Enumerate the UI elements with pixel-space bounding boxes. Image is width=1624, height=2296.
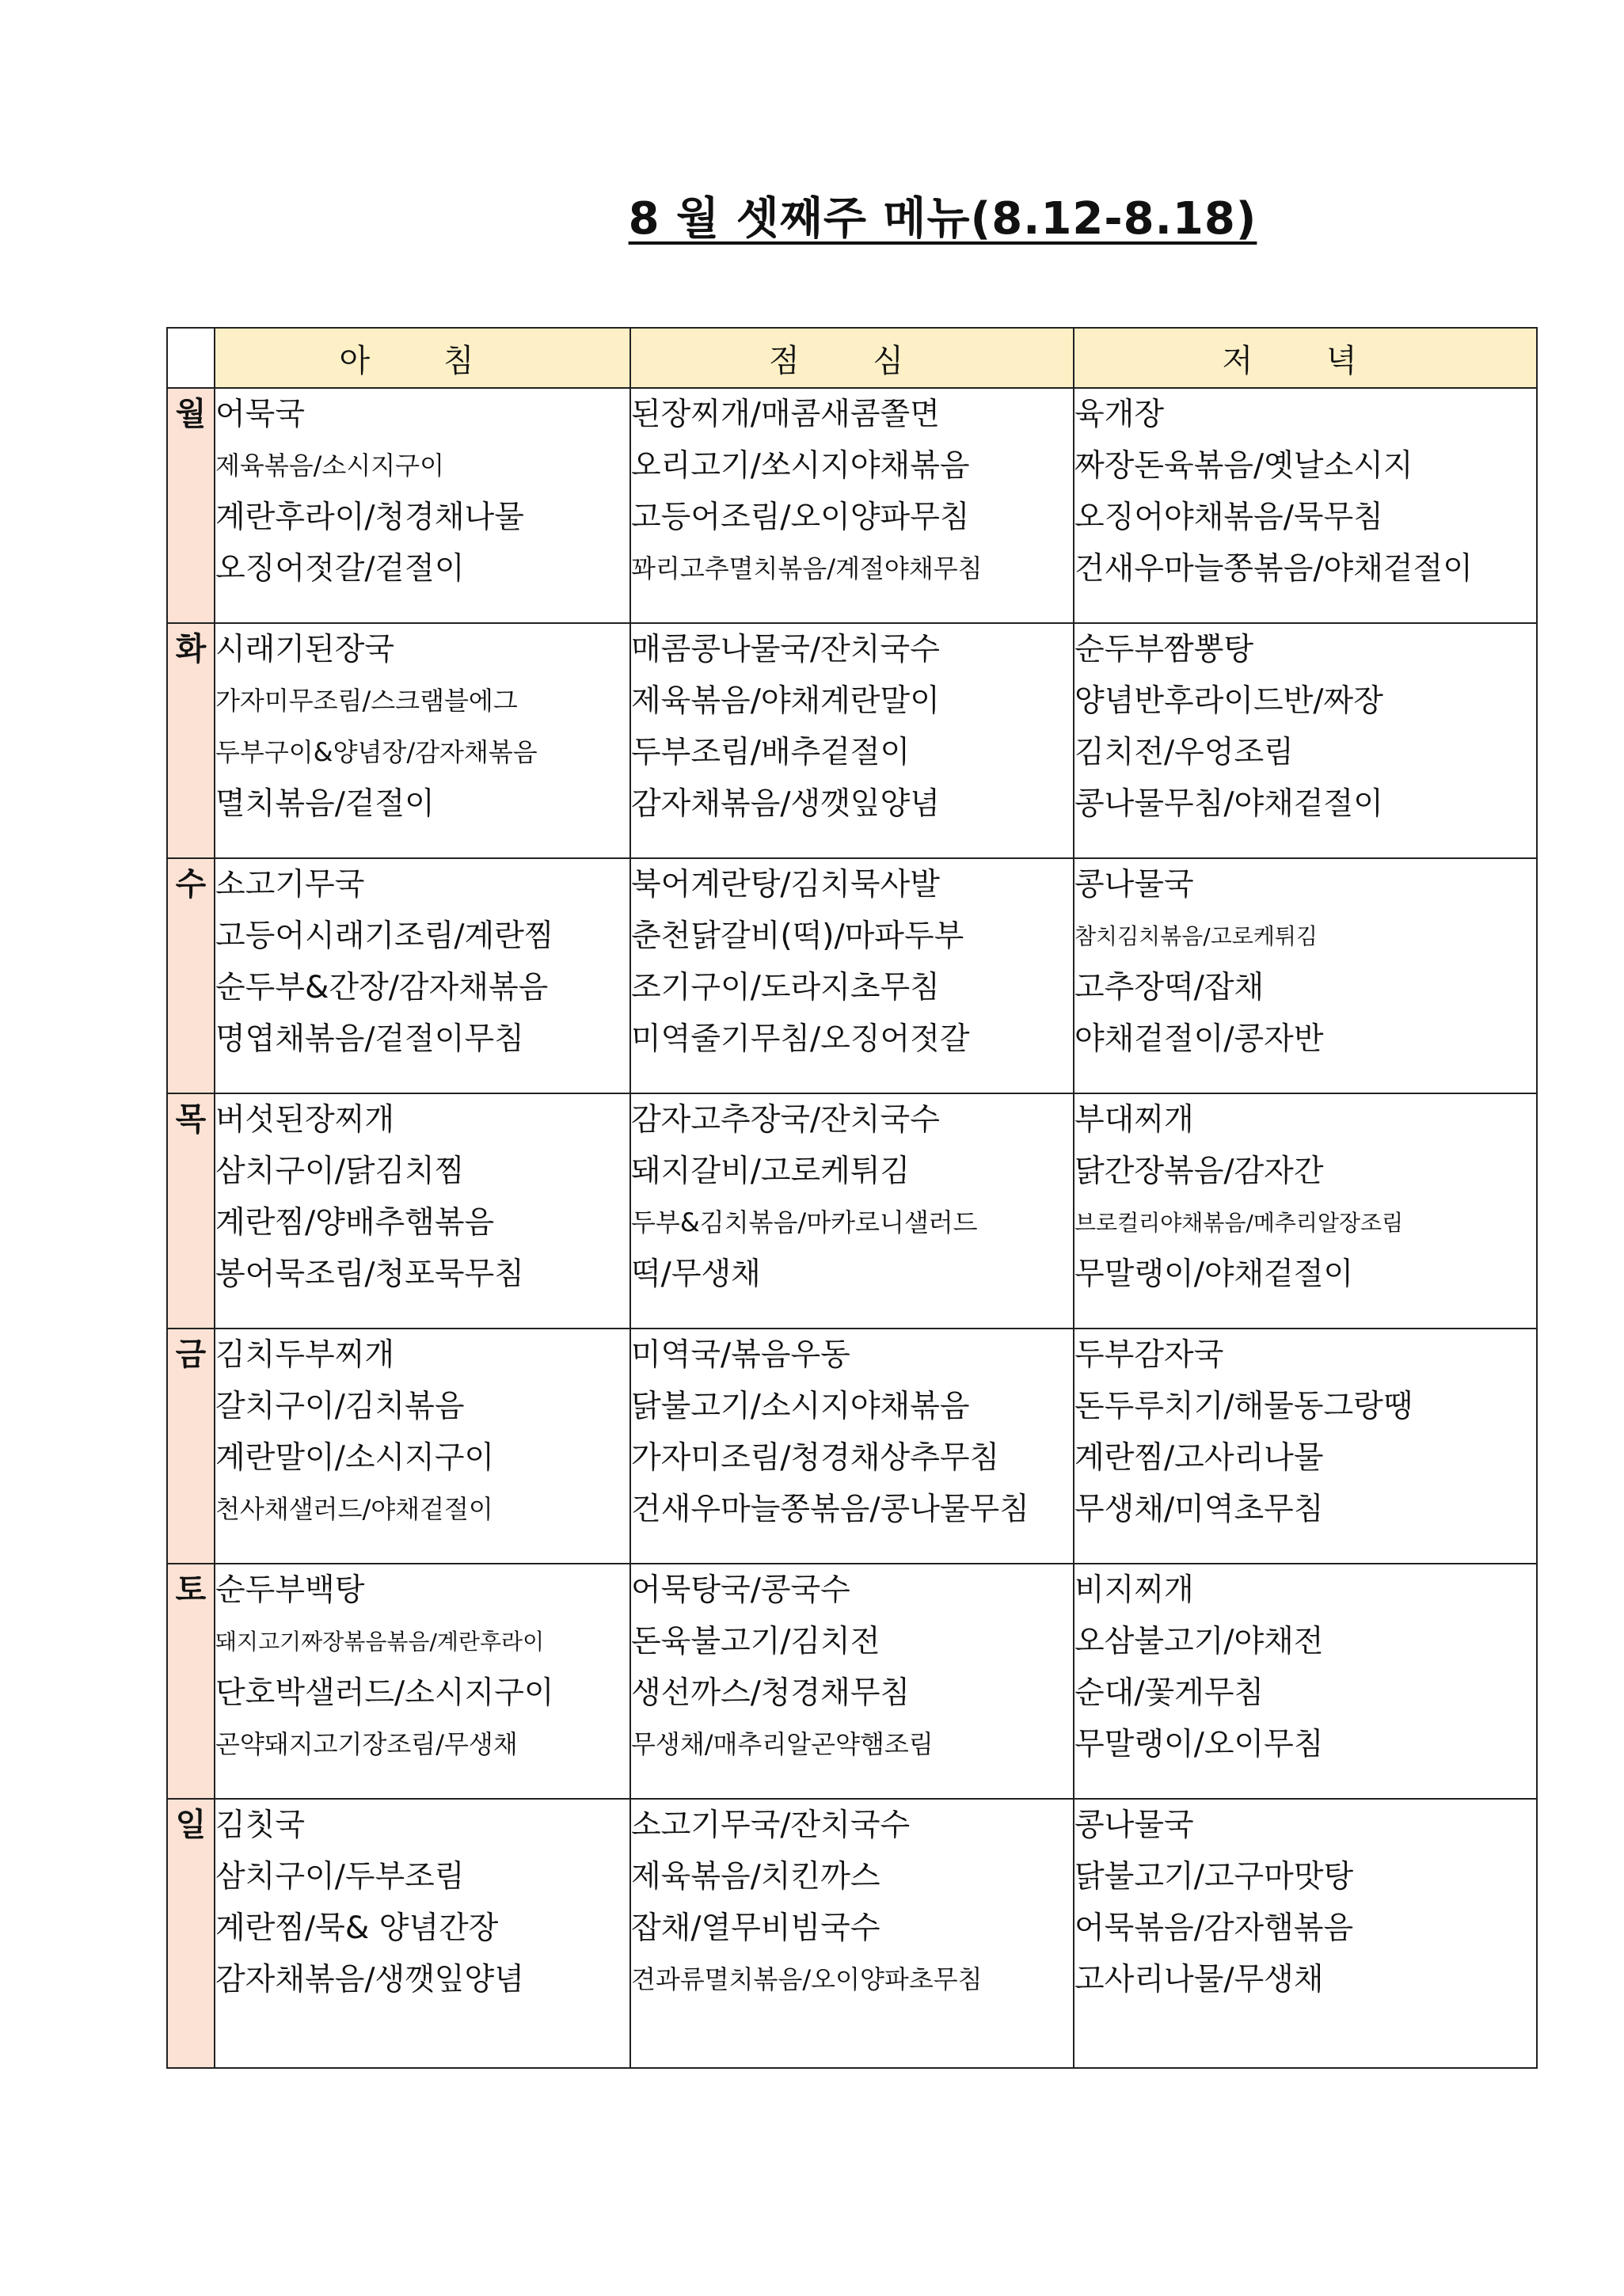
menu-item: 곤약돼지고기장조림/무생채: [215, 1729, 518, 1759]
menu-item: 북어계란탕/김치묵사발: [631, 867, 940, 903]
menu-item: 두부조림/배추겉절이: [631, 735, 911, 770]
menu-item: 오징어야채볶음/묵무침: [1074, 500, 1383, 535]
menu-item: 닭간장볶음/감자간: [1074, 1154, 1324, 1189]
lunch-cell: [630, 1564, 1074, 1799]
day-row: [167, 1799, 1537, 2068]
menu-item: 김칫국: [215, 1808, 306, 1843]
menu-item: 김치두부찌개: [215, 1337, 395, 1373]
menu-item: 제육볶음/소시지구이: [215, 450, 444, 481]
menu-item: 어묵국: [215, 397, 306, 432]
lunch-cell: [630, 1093, 1074, 1329]
day-label: 화: [167, 623, 215, 858]
breakfast-cell: [215, 1093, 630, 1329]
lunch-cell: [630, 1329, 1074, 1564]
menu-item: 삼치구이/두부조림: [215, 1859, 465, 1895]
menu-item: 어묵탕국/콩국수: [631, 1572, 850, 1608]
menu-item: 갈치구이/김치볶음: [215, 1389, 465, 1424]
menu-item: 돼지고기짜장볶음볶음/계란후라이: [215, 1629, 545, 1655]
dinner-cell: [1074, 1329, 1537, 1564]
lunch-cell: [630, 388, 1074, 623]
dinner-cell: [1074, 1799, 1537, 2068]
menu-item: 양념반후라이드반/짜장: [1074, 683, 1383, 719]
dinner-cell: [1074, 388, 1537, 623]
menu-item: 생선까스/청경채무침: [631, 1675, 911, 1711]
page-title: 8 월 셋째주 메뉴(8.12-8.18): [628, 193, 1257, 245]
menu-item: 계란찜/양배추햄볶음: [215, 1205, 495, 1241]
day-label: 토: [167, 1564, 215, 1799]
menu-item: 춘천닭갈비(떡)/마파두부: [631, 918, 964, 954]
menu-item: 계란후라이/청경채나물: [215, 500, 524, 535]
weekly-menu-table: [166, 327, 1538, 2069]
menu-item: 소고기무국/잔치국수: [631, 1808, 911, 1843]
menu-item: 가자미조림/청경채상추무침: [631, 1440, 1000, 1476]
day-row: [167, 858, 1537, 1093]
menu-item: 떡/무생채: [631, 1256, 761, 1292]
menu-item: 콩나물국: [1074, 867, 1194, 903]
menu-item: 오리고기/쏘시지야채볶음: [631, 448, 970, 484]
menu-item: 꽈리고추멸치볶음/계절야채무침: [631, 553, 983, 584]
menu-item: 닭불고기/소시지야채볶음: [631, 1389, 970, 1424]
header-breakfast: 아 침: [215, 328, 630, 388]
lunch-cell: [630, 858, 1074, 1093]
menu-item: 계란찜/고사리나물: [1074, 1440, 1324, 1476]
menu-item: 어묵볶음/감자햄볶음: [1074, 1910, 1354, 1946]
menu-item: 무말랭이/오이무침: [1074, 1727, 1324, 1762]
menu-item: 봉어묵조림/청포묵무침: [215, 1256, 524, 1292]
menu-item: 시래기된장국: [215, 632, 395, 667]
menu-item: 김치전/우엉조림: [1074, 735, 1294, 770]
menu-item: 건새우마늘쫑볶음/콩나물무침: [631, 1492, 1029, 1527]
menu-item: 오삼불고기/야채전: [1074, 1624, 1324, 1659]
menu-item: 삼치구이/닭김치찜: [215, 1154, 465, 1189]
lunch-cell: [630, 623, 1074, 858]
day-row: [167, 623, 1537, 858]
breakfast-cell: [215, 1799, 630, 2068]
breakfast-cell: [215, 1329, 630, 1564]
day-row: [167, 1564, 1537, 1799]
menu-item: 콩나물국: [1074, 1808, 1194, 1843]
day-label: 목: [167, 1093, 215, 1329]
menu-item: 무말랭이/야채겉절이: [1074, 1256, 1354, 1292]
menu-item: 두부감자국: [1074, 1337, 1224, 1373]
menu-item: 건새우마늘쫑볶음/야채겉절이: [1074, 551, 1473, 587]
menu-item: 제육볶음/야채계란말이: [631, 683, 940, 719]
menu-item: 버섯된장찌개: [215, 1102, 395, 1138]
menu-item: 계란찜/묵& 양념간장: [215, 1910, 499, 1946]
menu-item: 닭불고기/고구마맛탕: [1074, 1859, 1354, 1895]
menu-item: 가자미무조림/스크램블에그: [215, 686, 518, 716]
menu-item: 돈두루치기/해물동그랑땡: [1074, 1389, 1413, 1424]
day-row: [167, 1329, 1537, 1564]
menu-item: 소고기무국: [215, 867, 365, 903]
menu-item: 비지찌개: [1074, 1572, 1194, 1608]
menu-item: 미역줄기무침/오징어젓갈: [631, 1021, 970, 1057]
menu-item: 감자채볶음/생깻잎양념: [215, 1962, 524, 1998]
day-row: [167, 1093, 1537, 1329]
menu-item: 미역국/볶음우동: [631, 1337, 850, 1373]
menu-item: 고사리나물/무생채: [1074, 1962, 1324, 1998]
menu-item: 무생채/매추리알곤약햄조림: [631, 1729, 934, 1759]
menu-item: 잡채/열무비빔국수: [631, 1910, 880, 1946]
menu-item: 조기구이/도라지초무침: [631, 970, 940, 1005]
menu-item: 돈육불고기/김치전: [631, 1624, 880, 1659]
menu-item: 두부&김치볶음/마카로니샐러드: [631, 1207, 978, 1237]
menu-item: 짜장돈육볶음/옛날소시지: [1074, 448, 1413, 484]
menu-item: 고추장떡/잡채: [1074, 970, 1265, 1005]
breakfast-cell: [215, 1564, 630, 1799]
day-label: 일: [167, 1799, 215, 2068]
menu-item: 견과류멸치볶음/오이양파초무침: [631, 1964, 983, 1994]
menu-item: 순두부&간장/감자채볶음: [215, 970, 549, 1005]
menu-item: 멸치볶음/겉절이: [215, 786, 435, 822]
menu-item: 부대찌개: [1074, 1102, 1194, 1138]
day-label: 수: [167, 858, 215, 1093]
breakfast-cell: [215, 623, 630, 858]
menu-item: 천사채샐러드/야채겉절이: [215, 1494, 493, 1524]
corner-cell: [167, 328, 215, 388]
header-lunch: 점 심: [630, 328, 1074, 388]
breakfast-cell: [215, 388, 630, 623]
day-label: 월: [167, 388, 215, 623]
menu-item: 브로컬리야채볶음/메추리알장조림: [1074, 1210, 1404, 1236]
menu-item: 순대/꽃게무침: [1074, 1675, 1265, 1711]
menu-item: 콩나물무침/야채겉절이: [1074, 786, 1383, 822]
menu-item: 순두부짬뽕탕: [1074, 632, 1254, 667]
menu-item: 단호박샐러드/소시지구이: [215, 1675, 554, 1711]
menu-item: 야채겉절이/콩자반: [1074, 1021, 1324, 1057]
lunch-cell: [630, 1799, 1074, 2068]
menu-item: 명엽채볶음/겉절이무침: [215, 1021, 524, 1057]
menu-item: 무생채/미역초무침: [1074, 1492, 1324, 1527]
menu-item: 순두부백탕: [215, 1572, 365, 1608]
menu-item: 고등어시래기조림/계란찜: [215, 918, 554, 954]
dinner-cell: [1074, 858, 1537, 1093]
dinner-cell: [1074, 1564, 1537, 1799]
menu-item: 두부구이&양념장/감자채볶음: [215, 737, 538, 767]
breakfast-cell: [215, 858, 630, 1093]
header-row: [167, 328, 1537, 388]
menu-item: 감자고추장국/잔치국수: [631, 1102, 940, 1138]
day-label: 금: [167, 1329, 215, 1564]
dinner-cell: [1074, 1093, 1537, 1329]
menu-item: 오징어젓갈/겉절이: [215, 551, 465, 587]
menu-item: 참치김치볶음/고로케튀김: [1074, 923, 1318, 949]
menu-item: 계란말이/소시지구이: [215, 1440, 495, 1476]
menu-item: 돼지갈비/고로케튀김: [631, 1154, 911, 1189]
menu-item: 제육볶음/치킨까스: [631, 1859, 880, 1895]
dinner-cell: [1074, 623, 1537, 858]
menu-item: 감자채볶음/생깻잎양념: [631, 786, 940, 822]
menu-item: 매콤콩나물국/잔치국수: [631, 632, 940, 667]
menu-item: 육개장: [1074, 397, 1165, 432]
header-dinner: 저 녁: [1074, 328, 1537, 388]
day-row: [167, 388, 1537, 623]
menu-item: 고등어조림/오이양파무침: [631, 500, 970, 535]
menu-item: 된장찌개/매콤새콤쫄면: [631, 397, 940, 432]
